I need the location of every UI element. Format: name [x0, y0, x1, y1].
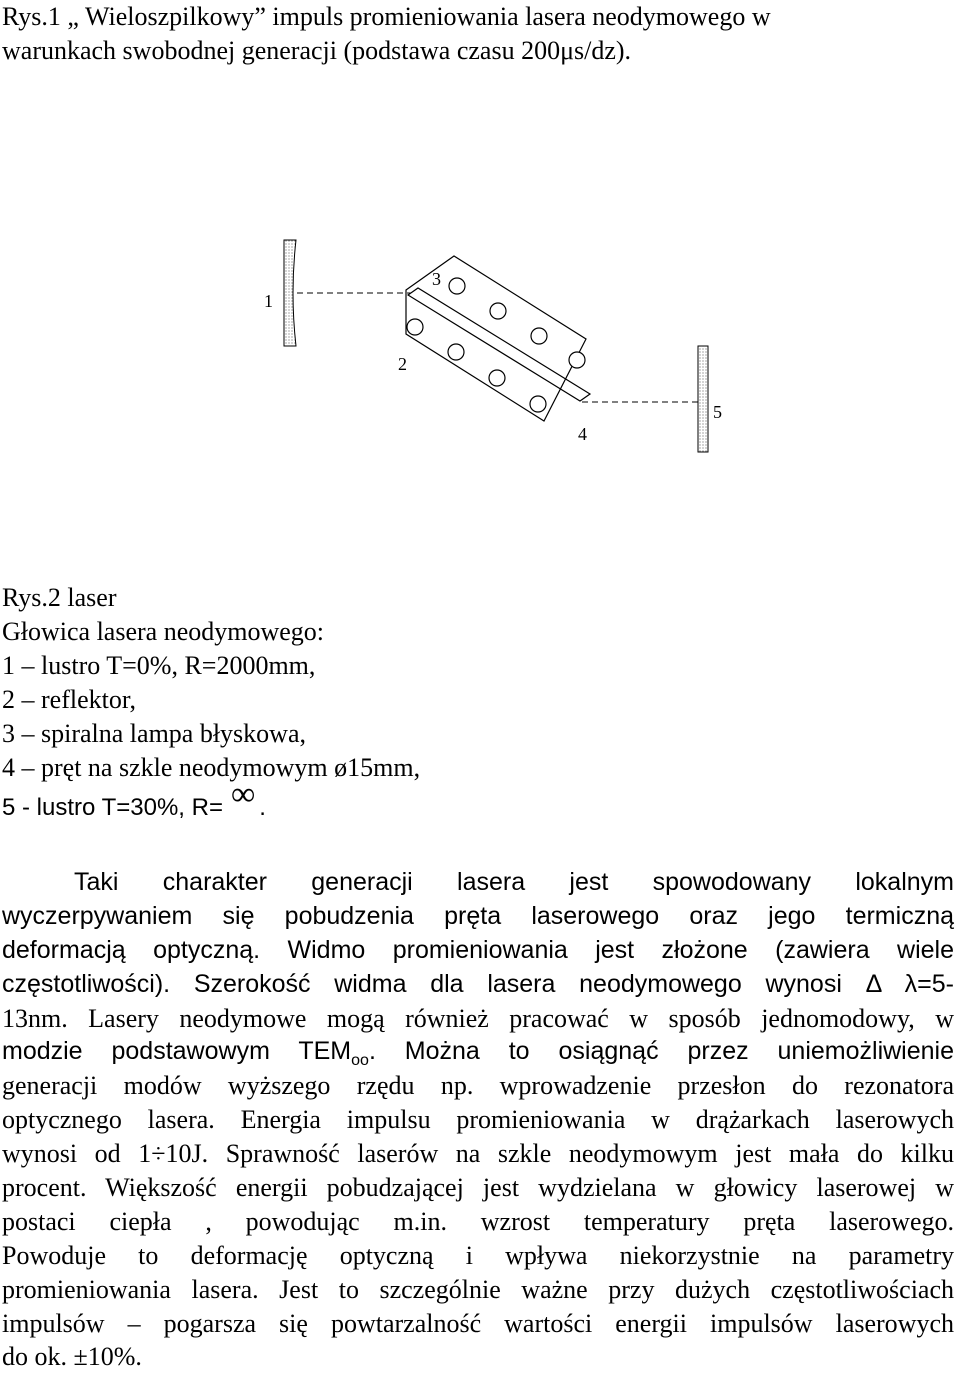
paragraph-line: optycznego lasera. Energia impulsu promieniowania w drążarkach laserowych	[2, 1105, 954, 1135]
paragraph-line: Powoduje to deformację optyczną i wpływa niekorzystnie na parametry	[2, 1240, 954, 1270]
figure-2-legend	[2, 581, 702, 825]
paragraph-line: promieniowania lasera. Jest to szczególnie ważne przy dużych częstotliwościach	[2, 1274, 954, 1304]
legend-subtitle: Głowica lasera neodymowego:	[2, 617, 325, 646]
paragraph-line: procent. Większość energii pobudzającej jest wydzielana w głowicy laserowej w	[2, 1173, 954, 1203]
label-3: 3	[432, 269, 441, 289]
caption-line-1: Rys.1 „ Wieloszpilkowy” impuls promieniowania lasera neodymowego w	[2, 2, 771, 31]
body-paragraph	[2, 866, 954, 1374]
paragraph-line: Taki charakter generacji lasera jest spowodowany lokalnym	[74, 868, 954, 896]
paragraph-line-tem	[2, 1035, 954, 1069]
label-1: 1	[264, 291, 273, 311]
legend-title: Rys.2 laser	[2, 583, 117, 612]
paragraph-line: impulsów – pogarsza się powtarzalność wartości energii impulsów laserowych	[2, 1308, 954, 1338]
infinity-symbol: ∞	[231, 776, 256, 813]
paragraph-line: do ok. ±10%.	[2, 1342, 142, 1372]
paragraph-line: 13nm. Lasery neodymowe mogą również pracować w sposób jednomodowy, w	[2, 1003, 954, 1033]
paragraph-line: generacji modów wyższego rzędu np. wprowadzenie przesłon do rezonatora	[2, 1071, 954, 1101]
legend-item	[2, 776, 702, 825]
paragraph-line: wynosi od 1÷10J. Sprawność laserów na szkle neodymowym jest mała do kilku	[2, 1139, 954, 1169]
paragraph-line: wyczerpywaniem się pobudzenia pręta laserowego oraz jego termiczną	[2, 901, 954, 930]
laser-head-diagram	[0, 220, 960, 460]
paragraph-line: deformacją optyczną. Widmo promieniowania jest złożone (zawiera wiele	[2, 935, 954, 964]
tem-text: modzie podstawowym TEM	[2, 1037, 352, 1066]
legend-item: 4 – pręt na szkle neodymowym ø15mm,	[2, 753, 421, 782]
mirror-5-flat	[698, 346, 708, 452]
caption-line-2: warunkach swobodnej generacji (podstawa czasu 200μs/dz).	[2, 36, 632, 65]
label-2: 2	[398, 354, 407, 374]
legend-item-5-text: 5 - lustro T=30%, R=	[2, 794, 223, 821]
paragraph-line: częstotliwości). Szerokość widma dla lasera neodymowego wynosi Δ λ=5-	[2, 969, 954, 998]
tem-subscript: oo	[351, 1052, 369, 1070]
mirror-1-concave	[284, 240, 296, 346]
paragraph-line: postaci ciepła , powodując m.in. wzrost temperatury pręta laserowego.	[2, 1206, 954, 1236]
label-5: 5	[713, 402, 722, 422]
tem-after: . Można to osiągnąć przez uniemożliwienie	[368, 1037, 955, 1066]
label-4: 4	[578, 424, 587, 444]
legend-item: 3 – spiralna lampa błyskowa,	[2, 719, 306, 748]
figure-1-caption	[2, 0, 952, 68]
legend-item-5-dot: .	[259, 794, 266, 821]
legend-item: 1 – lustro T=0%, R=2000mm,	[2, 651, 316, 680]
legend-item: 2 – reflektor,	[2, 685, 136, 714]
